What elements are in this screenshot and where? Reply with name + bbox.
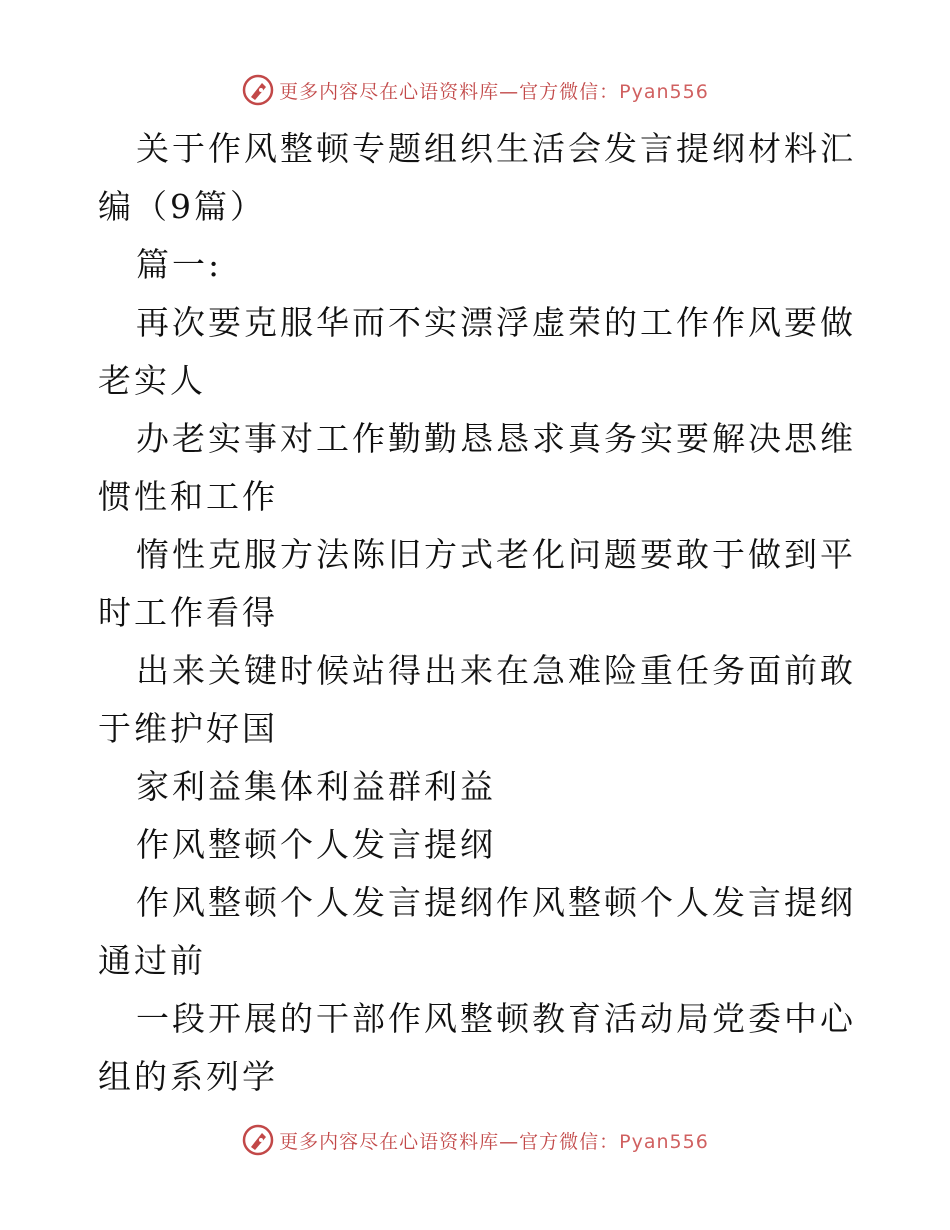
- section-heading: 篇一:: [136, 245, 223, 284]
- paragraph: 作风整顿个人发言提纲作风整顿个人发言提纲通过前: [98, 883, 856, 980]
- document-body: [98, 120, 858, 1106]
- paragraph: 惰性克服方法陈旧方式老化问题要敢于做到平时工作看得: [98, 535, 856, 632]
- paragraph: 出来关键时候站得出来在急难险重任务面前敢于维护好国: [98, 651, 856, 748]
- header-watermark: [0, 70, 950, 110]
- watermark-prefix: 更多内容尽在心语资料库—官方微信：: [279, 80, 620, 103]
- document-title: 关于作风整顿专题组织生活会发言提纲材料汇编（9篇）: [98, 129, 856, 226]
- watermark-wechat-id: Pyan556: [619, 1130, 709, 1153]
- paragraph: 再次要克服华而不实漂浮虚荣的工作作风要做老实人: [98, 303, 856, 400]
- watermark-wechat-id: Pyan556: [619, 80, 709, 103]
- paragraph: 家利益集体利益群利益: [136, 767, 496, 806]
- pen-nib-logo-icon: [241, 73, 275, 107]
- footer-watermark: [0, 1120, 950, 1160]
- pen-nib-logo-icon: [241, 1123, 275, 1157]
- paragraph: 一段开展的干部作风整顿教育活动局党委中心组的系列学: [98, 999, 856, 1096]
- paragraph: 办老实事对工作勤勤恳恳求真务实要解决思维惯性和工作: [98, 419, 856, 516]
- watermark-prefix: 更多内容尽在心语资料库—官方微信：: [279, 1130, 620, 1153]
- paragraph: 作风整顿个人发言提纲: [136, 825, 496, 864]
